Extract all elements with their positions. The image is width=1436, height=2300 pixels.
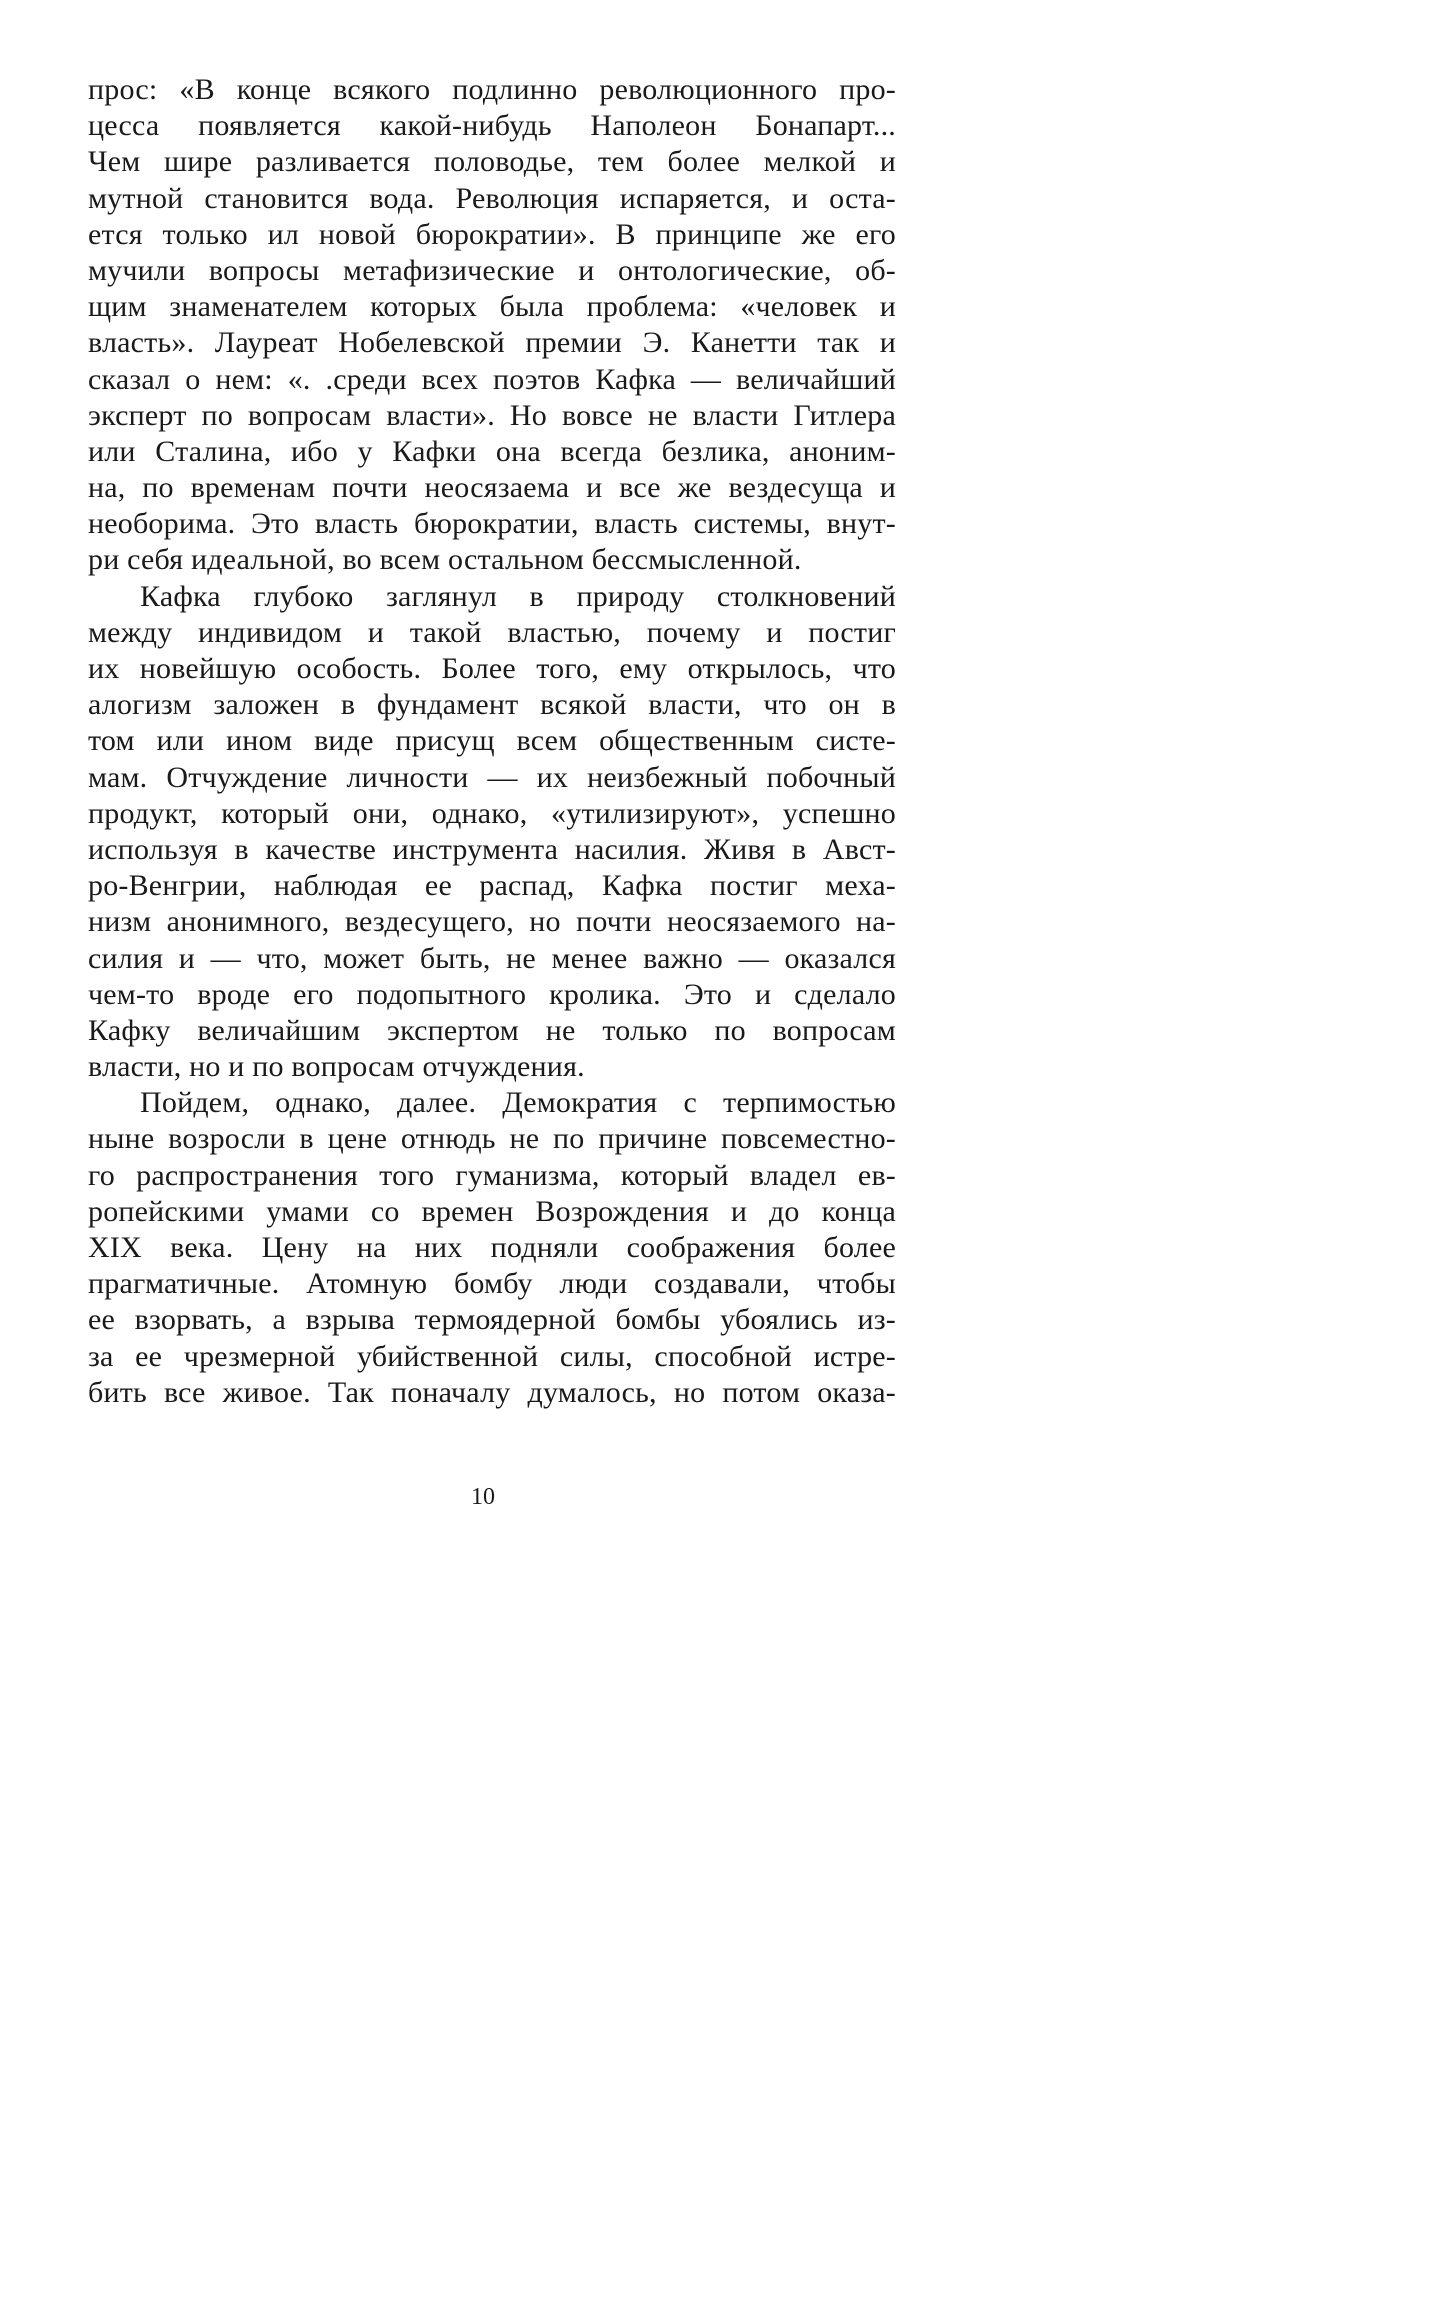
book-page	[0, 0, 966, 1546]
text-line: Кафка глубоко заглянул в природу столкновений	[140, 579, 896, 613]
page-number: 10	[471, 1484, 495, 1510]
text-line: низм анонимного, вездесущего, но почти неосязаемого на-	[88, 905, 896, 939]
text-line: бить все живое. Так поначалу думалось, но потом оказа-	[88, 1375, 896, 1409]
text-line: прагматичные. Атомную бомбу люди создавали, чтобы	[88, 1267, 896, 1301]
text-line: алогизм заложен в фундамент всякой власти, что он в	[88, 688, 896, 722]
text-line: чем-то вроде его подопытного кролика. Это и сделало	[88, 977, 896, 1011]
text-line: Пойдем, однако, далее. Демократия с терпимостью	[140, 1086, 896, 1120]
text-line: мам. Отчуждение личности — их неизбежный побочный	[88, 760, 896, 794]
text-line: на, по временам почти неосязаема и все же вездесуща и	[88, 471, 896, 505]
paragraph-1	[88, 72, 896, 579]
text-line: их новейшую особость. Более того, ему открылось, что	[88, 652, 896, 685]
text-line: ее взорвать, а взрыва термоядерной бомбы убоялись из-	[88, 1303, 896, 1337]
text-line: Кафку величайшим экспертом не только по вопросам	[88, 1013, 896, 1047]
text-line: XIX века. Цену на них подняли соображения более	[88, 1231, 896, 1264]
text-line: Чем шире разливается половодье, тем более мелкой и	[88, 145, 896, 179]
text-line: цесса появляется какой-нибудь Наполеон Бонапарт...	[88, 109, 896, 143]
text-line: мутной становится вода. Революция испаряется, и оста-	[88, 181, 896, 215]
paragraph-2	[88, 579, 896, 1086]
text-line: ется только ил новой бюрократии». В принципе же его	[88, 217, 896, 251]
text-line: используя в качестве инструмента насилия. Живя в Авст-	[88, 832, 896, 866]
text-line: эксперт по вопросам власти». Но вовсе не власти Гитлера	[88, 398, 896, 432]
text-line: щим знаменателем которых была проблема: «человек и	[88, 290, 896, 324]
text-line: власти, но и по вопросам отчуждения.	[88, 1050, 585, 1084]
text-line: власть». Лауреат Нобелевской премии Э. Канетти так и	[88, 326, 896, 360]
body-text	[88, 72, 896, 1411]
text-line: ныне возросли в цене отнюдь не по причине повсеместно-	[88, 1122, 896, 1156]
text-line: необорима. Это власть бюрократии, власть системы, внут-	[88, 507, 896, 541]
text-line: том или ином виде присущ всем общественным систе-	[88, 724, 896, 758]
text-line: или Сталина, ибо у Кафки она всегда безлика, аноним-	[88, 434, 896, 468]
text-line: ро-Венгрии, наблюдая ее распад, Кафка постиг меха-	[88, 869, 896, 903]
text-line: силия и — что, может быть, не менее важно — оказался	[88, 941, 896, 975]
text-line: за ее чрезмерной убийственной силы, способной истре-	[88, 1339, 896, 1373]
text-line: мучили вопросы метафизические и онтологические, об-	[88, 253, 896, 287]
text-line: между индивидом и такой властью, почему и постиг	[88, 615, 896, 649]
paragraph-3	[88, 1085, 896, 1411]
text-line: ри себя идеальной, во всем остальном бессмысленной.	[88, 543, 802, 577]
text-line: продукт, который они, однако, «утилизируют», успешно	[88, 796, 896, 830]
text-line: прос: «В конце всякого подлинно революционного про-	[88, 73, 896, 106]
text-line: ропейскими умами со времен Возрождения и до конца	[88, 1194, 896, 1228]
text-line: сказал о нем: «. .среди всех поэтов Кафка — величайший	[88, 362, 896, 396]
text-line: го распространения того гуманизма, который владел ев-	[88, 1158, 896, 1192]
